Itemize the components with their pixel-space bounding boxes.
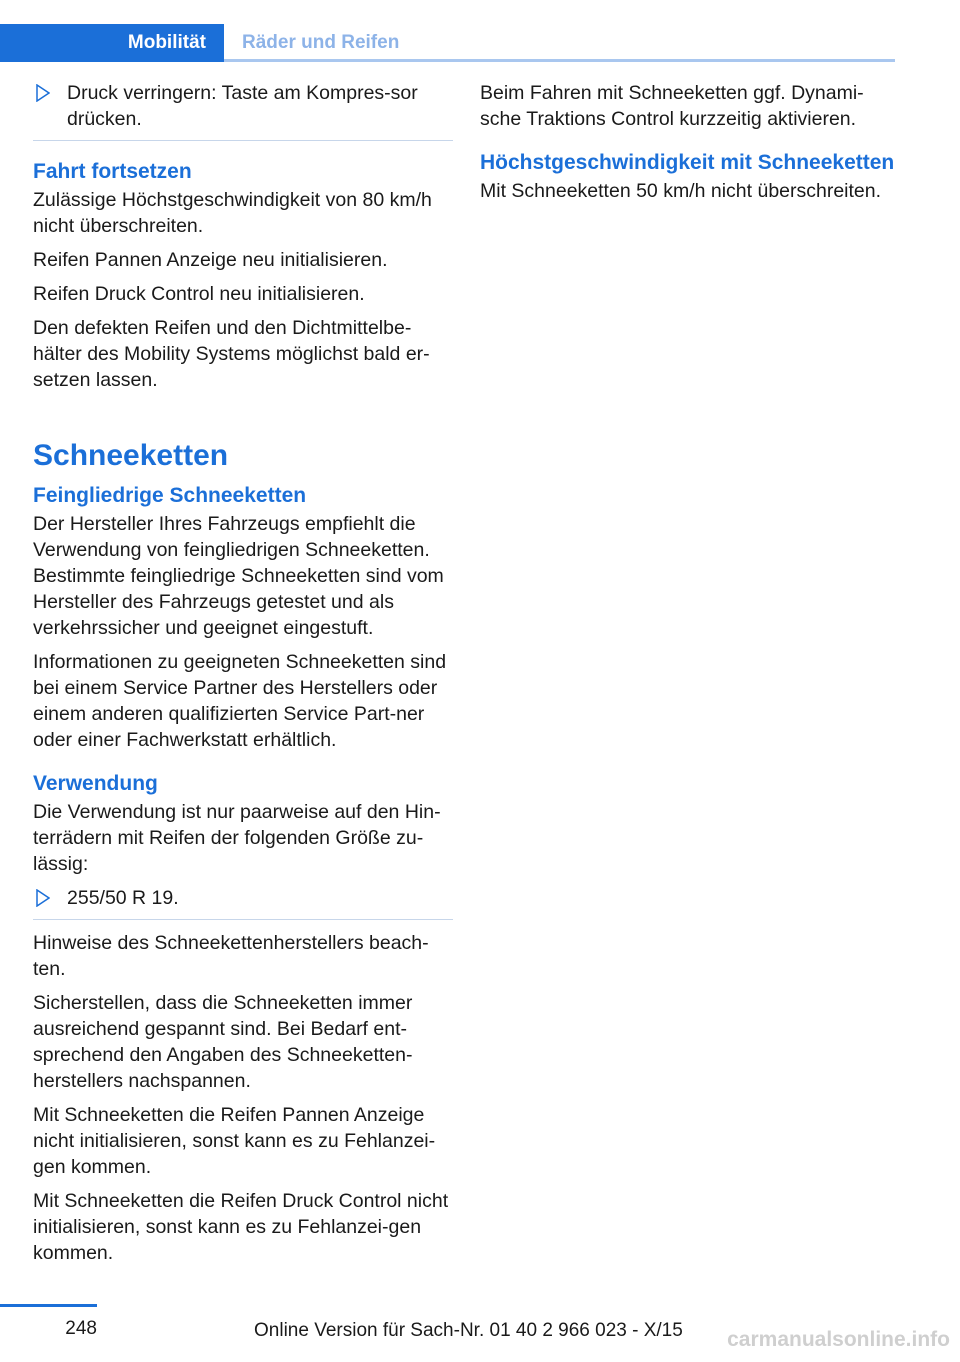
paragraph: Mit Schneeketten 50 km/h nicht überschreiten.: [480, 180, 882, 202]
paragraph: Hinweise des Schneekettenherstellers beach‐ten.: [33, 932, 429, 980]
paragraph: Zulässige Höchstgeschwindigkeit von 80 km/h nicht überschreiten.: [33, 189, 432, 237]
heading-verwendung: Verwendung: [33, 772, 158, 795]
list-item-text: Druck verringern: Taste am Kompres‐sor drücken.: [67, 82, 418, 130]
triangle-bullet-icon: [36, 84, 50, 102]
paragraph: Der Hersteller Ihres Fahrzeugs empfiehlt die Verwendung von feingliedrigen Schneeketten. Bestimmte feingliedrige Schneeketten sind vom Hersteller des Fahrzeugs getestet und als verkehrssicher und geeignet eingestuft.: [33, 513, 444, 639]
right-column: [480, 80, 900, 212]
paragraph: Reifen Druck Control neu initialisieren.: [33, 283, 365, 305]
heading-hoechstgeschwindigkeit: Höchstgeschwindigkeit mit Schneeketten: [480, 151, 895, 174]
page-header: [0, 0, 895, 62]
paragraph: Mit Schneeketten die Reifen Pannen Anzeige nicht initialisieren, sonst kann es zu Fehlanzei‐gen kommen.: [33, 1104, 436, 1178]
paragraph: Beim Fahren mit Schneeketten ggf. Dynami‐sche Traktions Control kurzzeitig aktivieren.: [480, 82, 864, 130]
heading-schneeketten: Schneeketten: [33, 439, 229, 472]
paragraph: Die Verwendung ist nur paarweise auf den Hin‐terrädern mit Reifen der folgenden Größe zu‐lässig:: [33, 801, 441, 875]
paragraph: Informationen zu geeigneten Schneeketten sind bei einem Service Partner des Herstellers oder einem anderen qualifizierten Service Part‐ner oder einer Fachwerkstatt erhältlich.: [33, 651, 447, 751]
paragraph: Den defekten Reifen und den Dichtmittelbe‐hälter des Mobility Systems möglichst bald er‐setzen lassen.: [33, 317, 430, 391]
list-item-text: 255/50 R 19.: [67, 887, 179, 909]
list-item: [33, 885, 453, 920]
paragraph: Mit Schneeketten die Reifen Druck Control nicht initialisieren, sonst kann es zu Fehlanzei‐gen kommen.: [33, 1190, 449, 1264]
online-version-note: Online Version für Sach-Nr. 01 40 2 966 023 - X/15: [254, 1320, 683, 1341]
watermark: carmanualsonline.info: [727, 1328, 950, 1351]
header-divider: [224, 59, 895, 62]
paragraph: Reifen Pannen Anzeige neu initialisieren.: [33, 249, 388, 271]
page-number: 248: [65, 1318, 97, 1339]
section-tab: Räder und Reifen: [242, 32, 400, 53]
triangle-bullet-icon: [36, 889, 50, 907]
left-column: [33, 80, 453, 1274]
heading-fahrt-fortsetzen: Fahrt fortsetzen: [33, 160, 192, 183]
paragraph: Sicherstellen, dass die Schneeketten immer ausreichend gespannt sind. Bei Bedarf ent‐sprechend den Angaben des Schneeketten‐herstellers nachspannen.: [33, 992, 413, 1092]
heading-feingliedrige-schneeketten: Feingliedrige Schneeketten: [33, 484, 307, 507]
footer-divider: [0, 1304, 97, 1307]
chapter-tab: Mobilität: [0, 24, 224, 62]
list-item: [33, 80, 453, 141]
